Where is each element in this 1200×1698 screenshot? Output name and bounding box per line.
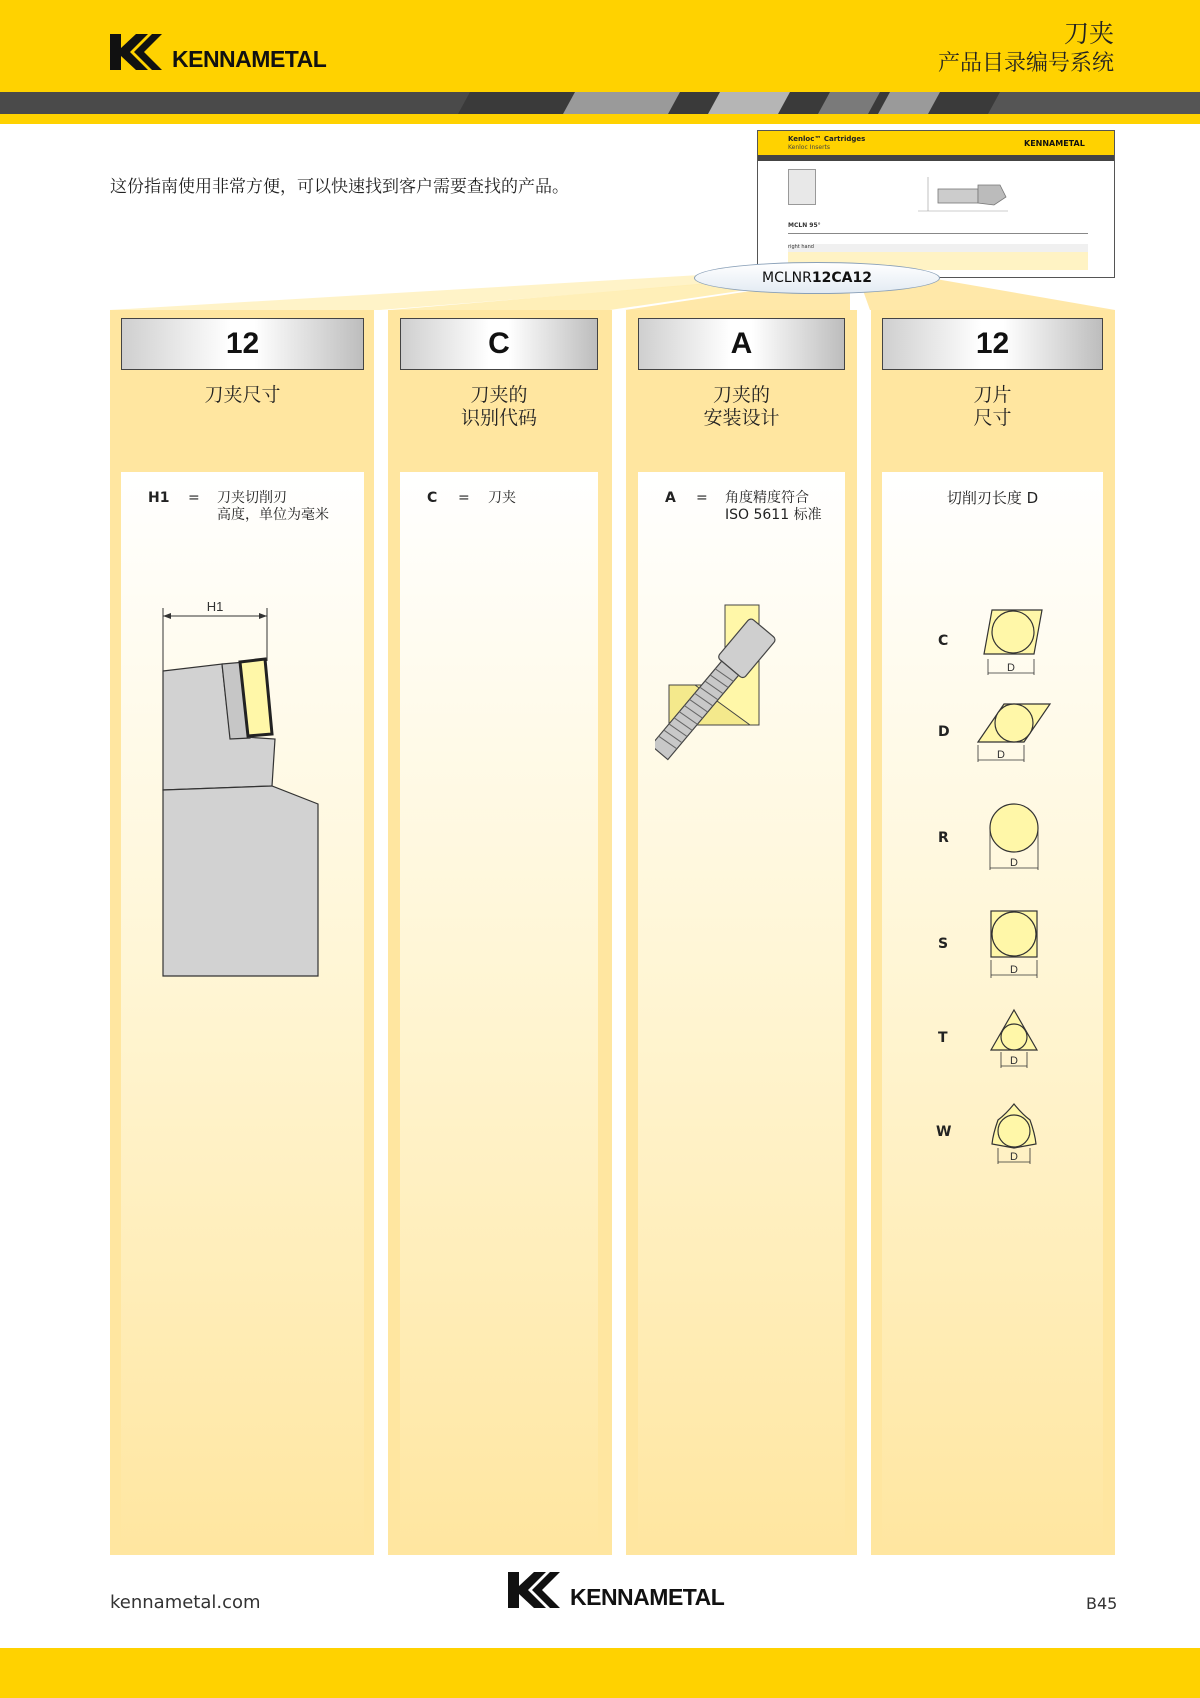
column-3-title-line-2: 安装设计: [703, 407, 780, 429]
preview-section-label: MCLN 95°: [788, 222, 821, 229]
column-4-desc-heading: 切削刃长度 D: [946, 489, 1039, 507]
preview-title: Kenloc™ Cartridges: [788, 135, 866, 143]
shape-letter-c: C: [938, 633, 949, 649]
column-1-desc-key: H1: [148, 490, 170, 506]
shape-letter-s: S: [938, 936, 949, 952]
shape-d-dim: D: [997, 749, 1005, 761]
mounting-design-diagram: [655, 600, 825, 790]
preview-brand: KENNAMETAL: [1024, 139, 1085, 148]
shape-r-dim: D: [1010, 857, 1018, 869]
shape-w-dim: D: [1010, 1151, 1018, 1163]
holder-height-diagram: [150, 596, 330, 982]
preview-diagram: [908, 171, 1028, 221]
header-title: 刀夹: [1063, 19, 1114, 48]
column-4-title-line-2: 尺寸: [973, 407, 1012, 429]
stripe-yellow-line: [0, 114, 1200, 124]
preview-row-label: right hand: [788, 244, 1088, 252]
shape-t-dim: D: [1010, 1055, 1018, 1067]
insert-shape-r-icon: [986, 800, 1042, 872]
column-3-desc-text: [725, 490, 822, 524]
preview-thumbnail: [788, 169, 816, 205]
column-3-title-line-1: 刀夹的: [712, 384, 770, 406]
column-2-title-line-2: 识别代码: [460, 407, 537, 429]
insert-shape-t-icon: [988, 1006, 1040, 1070]
header-brand-text: KENNAMETAL: [172, 46, 327, 72]
column-1-title: [121, 384, 364, 407]
h1-dimension-label: H1: [206, 599, 224, 614]
column-3-desc-line-2: ISO 5611 标准: [725, 507, 822, 523]
column-3-desc-eq: =: [696, 490, 708, 506]
footer-kennametal-logo-icon: [508, 1572, 568, 1612]
code-highlight: 12CA12: [811, 270, 872, 286]
footer-logo: [508, 1572, 568, 1616]
shape-s-dim: D: [1010, 964, 1018, 976]
code-prefix: MCLNR: [762, 270, 812, 286]
column-4-title-line-1: 刀片: [973, 384, 1012, 406]
insert-shape-s-icon: [986, 908, 1042, 980]
footer-band: [0, 1648, 1200, 1698]
column-1-desc-line-2: 高度，单位为毫米: [217, 507, 329, 523]
decorative-stripe: [0, 92, 1200, 114]
column-4-title: [882, 384, 1103, 430]
column-2-description-box: [400, 472, 598, 1552]
column-3-title: [638, 384, 845, 430]
shape-letter-r: R: [938, 830, 949, 846]
code-box-mounting: A: [638, 318, 845, 370]
column-2-title: [400, 384, 598, 430]
column-3-desc-key: A: [665, 490, 676, 506]
column-1-desc-eq: =: [188, 490, 200, 506]
footer-brand-text: KENNAMETAL: [570, 1584, 725, 1610]
column-2-desc-line-1: 刀夹: [488, 490, 516, 506]
intro-text: 这份指南使用非常方便，可以快速找到客户需要查找的产品。: [110, 177, 569, 197]
code-box-holder-size: 12: [121, 318, 364, 370]
column-2-title-line-1: 刀夹的: [470, 384, 528, 406]
column-2-desc-key: C: [427, 490, 438, 506]
insert-shape-c-icon: [980, 604, 1046, 678]
code-box-holder-id: C: [400, 318, 598, 370]
shape-letter-d: D: [938, 724, 950, 740]
insert-shape-d-icon: [974, 700, 1054, 764]
column-1-desc-line-1: 刀夹切削刃: [217, 490, 287, 506]
column-3-desc-line-1: 角度精度符合: [725, 490, 809, 506]
shape-c-dim: D: [1007, 662, 1015, 674]
shape-letter-t: T: [938, 1030, 948, 1046]
footer-website-link[interactable]: kennametal.com: [110, 1592, 261, 1613]
insert-shape-w-icon: [988, 1100, 1040, 1166]
header-subtitle: 产品目录编号系统: [937, 51, 1114, 76]
catalog-code-oval: [694, 262, 940, 294]
shape-letter-w: W: [936, 1124, 952, 1140]
preview-subtitle: Kenloc Inserts: [788, 144, 831, 151]
column-1-desc-text: [217, 490, 329, 524]
page-number: B45: [1086, 1594, 1118, 1613]
column-1-title-line: 刀夹尺寸: [204, 384, 281, 406]
column-2-desc-eq: =: [458, 490, 470, 506]
code-box-insert-size: 12: [882, 318, 1103, 370]
